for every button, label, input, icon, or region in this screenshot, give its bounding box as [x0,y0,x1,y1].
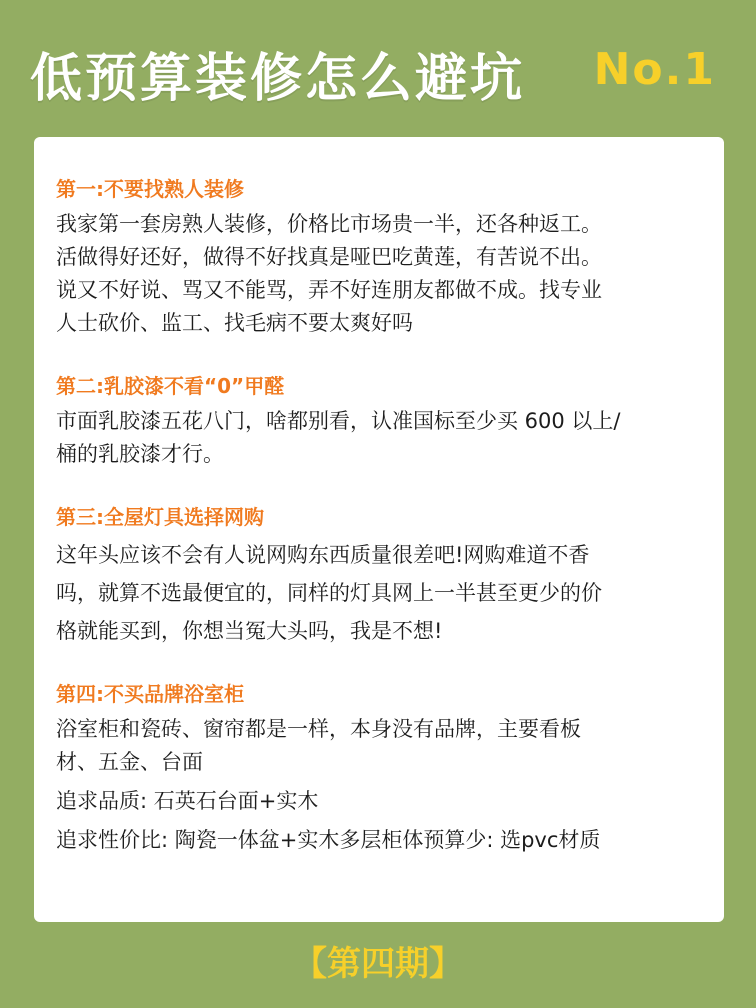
section-3 [56,501,704,650]
body-line: 人士砍价、监工、找毛病不要太爽好吗 [56,311,413,335]
body-line: 吗，就算不选最便宜的，同样的灯具网上一半甚至更少的价 [56,581,602,605]
section-body [56,536,704,650]
issue-footer: 【第四期】 [293,944,463,984]
section-2 [56,370,704,471]
body-line: 市面乳胶漆五花八门，啥都别看，认准国标至少买 600 以上/ [56,409,621,433]
body-line: 桶的乳胶漆才行。 [56,442,224,466]
body-line: 材、五金、台面 [56,750,203,774]
section-body [56,713,704,857]
section-body [56,405,704,471]
body-line: 追求品质: 石英石台面+实木 [56,789,319,813]
section-heading: 第四:不买品牌浴室柜 [56,682,244,706]
section-body [56,208,704,340]
section-heading: 第三:全屋灯具选择网购 [56,505,264,529]
body-line: 浴室柜和瓷砖、窗帘都是一样，本身没有品牌，主要看板 [56,717,581,741]
page-title: 低预算装修怎么避坑 [30,49,526,109]
issue-number-badge: No.1 [593,44,716,95]
body-line: 这年头应该不会有人说网购东西质量很差吧!网购难道不香 [56,543,590,567]
section-heading: 第一:不要找熟人装修 [56,177,244,201]
body-line: 追求性价比: 陶瓷一体盆+实木多层柜体预算少: 选pvc材质 [56,828,601,852]
body-line: 说又不好说、骂又不能骂，弄不好连朋友都做不成。找专业 [56,278,602,302]
section-4 [56,678,704,857]
section-1 [56,173,704,340]
content-card [34,137,724,922]
body-line: 活做得好还好，做得不好找真是哑巴吃黄莲，有苦说不出。 [56,245,602,269]
section-heading: 第二:乳胶漆不看“0”甲醛 [56,374,285,398]
body-line: 我家第一套房熟人装修，价格比市场贵一半，还各种返工。 [56,212,602,236]
body-line: 格就能买到，你想当冤大头吗，我是不想! [56,619,443,643]
